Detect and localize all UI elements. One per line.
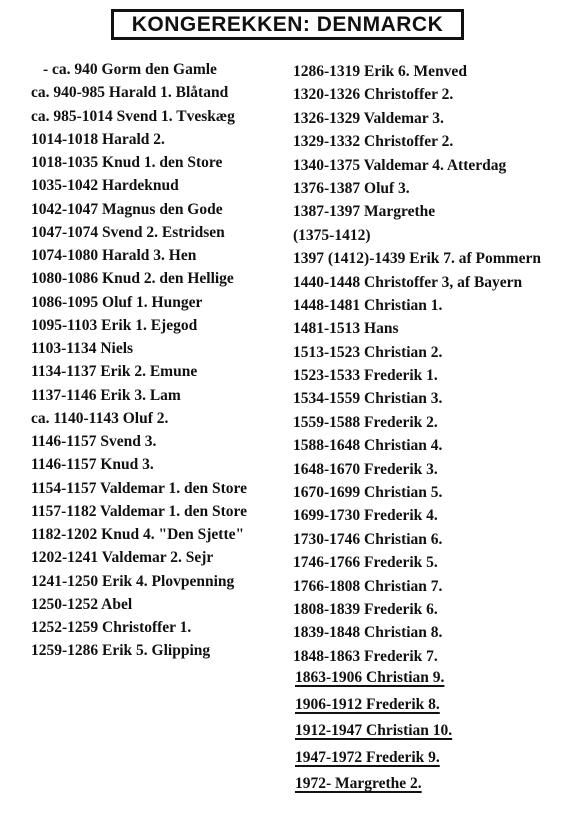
list-item: 1730-1746 Christian 6. [293, 530, 443, 548]
list-item: ca. 940-985 Harald 1. Blåtand [31, 84, 229, 102]
list-item: 1074-1080 Harald 3. Hen [31, 247, 197, 264]
left-column-list [31, 58, 247, 663]
list-item: 1146-1157 Svend 3. [31, 433, 157, 450]
list-item: 1252-1259 Christoffer 1. [31, 619, 192, 636]
list-item: 1329-1332 Christoffer 2. [293, 133, 454, 151]
list-item: 1157-1182 Valdemar 1. den Store [31, 502, 248, 520]
list-item: 1481-1513 Hans [293, 320, 399, 338]
list-item: 1250-1252 Abel [31, 595, 133, 613]
list-item: 1018-1035 Knud 1. den Store [31, 154, 223, 171]
list-item: 1670-1699 Christian 5. [293, 484, 443, 502]
list-item: 1839-1848 Christian 8. [293, 624, 443, 642]
right-column-list [293, 60, 541, 668]
list-item: 1086-1095 Oluf 1. Hunger [31, 293, 203, 311]
list-item: 1912-1947 Christian 10. [295, 722, 453, 739]
list-item: 1906-1912 Frederik 8. [295, 695, 440, 713]
list-item: 1146-1157 Knud 3. [31, 456, 154, 474]
list-item: 1320-1326 Christoffer 2. [293, 86, 454, 104]
list-item: 1042-1047 Magnus den Gode [31, 200, 223, 218]
list-item: 1972- Margrethe 2. [295, 775, 422, 792]
list-item: 1095-1103 Erik 1. Ejegod [31, 316, 198, 334]
list-item: 1947-1972 Frederik 9. [295, 748, 440, 766]
list-item: 1746-1766 Frederik 5. [293, 554, 438, 572]
list-item: 1340-1375 Valdemar 4. Atterdag [293, 156, 507, 174]
list-item: 1766-1808 Christian 7. [293, 577, 443, 595]
list-item: 1588-1648 Christian 4. [293, 437, 443, 455]
list-item: 1259-1286 Erik 5. Glipping [31, 642, 211, 660]
list-item: 1376-1387 Oluf 3. [293, 179, 410, 197]
list-item: 1035-1042 Hardeknud [31, 177, 179, 195]
list-item: 1047-1074 Svend 2. Estridsen [31, 223, 225, 241]
list-item: 1534-1559 Christian 3. [293, 390, 443, 408]
list-item: ca. 1140-1143 Oluf 2. [31, 409, 169, 427]
list-item: 1863-1906 Christian 9. [295, 669, 445, 686]
list-item: 1241-1250 Erik 4. Plovpenning [31, 572, 235, 590]
list-item: 1440-1448 Christoffer 3, af Bayern [293, 273, 523, 291]
list-item: (1375-1412) [293, 226, 371, 244]
list-item: 1202-1241 Valdemar 2. Sejr [31, 549, 214, 567]
page-title: KONGEREKKEN: DENMARCK [111, 9, 464, 40]
list-item: 1134-1137 Erik 2. Emune [31, 363, 198, 381]
list-item: 1387-1397 Margrethe [293, 203, 436, 221]
list-item: - ca. 940 Gorm den Gamle [43, 61, 217, 78]
list-item: 1513-1523 Christian 2. [293, 343, 443, 361]
list-item: 1137-1146 Erik 3. Lam [31, 386, 181, 404]
list-item: 1080-1086 Knud 2. den Hellige [31, 270, 234, 288]
list-item: 1808-1839 Frederik 6. [293, 600, 438, 618]
underlined-list [295, 665, 452, 798]
list-item: 1154-1157 Valdemar 1. den Store [31, 479, 248, 497]
list-item: 1326-1329 Valdemar 3. [293, 109, 444, 127]
list-item: 1559-1588 Frederik 2. [293, 413, 438, 431]
list-item: 1848-1863 Frederik 7. [293, 647, 438, 665]
list-item: 1448-1481 Christian 1. [293, 296, 443, 314]
list-item: 1523-1533 Frederik 1. [293, 367, 438, 385]
list-item: ca. 985-1014 Svend 1. Tveskæg [31, 107, 235, 125]
list-item: 1397 (1412)-1439 Erik 7. af Pommern [293, 250, 541, 268]
list-item: 1182-1202 Knud 4. "Den Sjette" [31, 526, 245, 543]
list-item: 1103-1134 Niels [31, 340, 134, 357]
list-item: 1699-1730 Frederik 4. [293, 507, 438, 525]
list-item: 1648-1670 Frederik 3. [293, 460, 438, 478]
list-item: 1014-1018 Harald 2. [31, 130, 165, 148]
list-item: 1286-1319 Erik 6. Menved [293, 63, 467, 80]
